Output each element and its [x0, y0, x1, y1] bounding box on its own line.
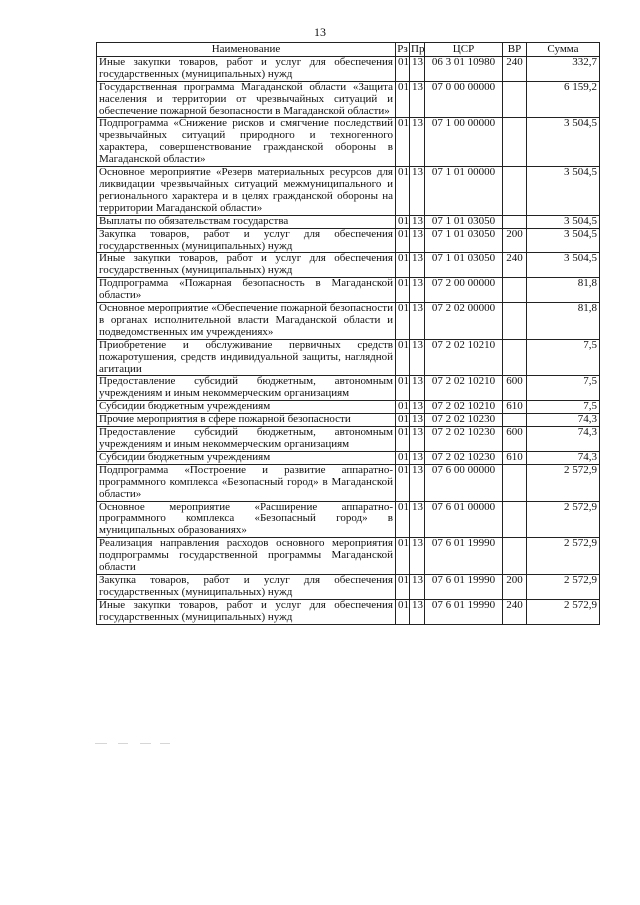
row-vr-cell	[503, 414, 527, 427]
table-row	[97, 376, 600, 401]
row-vr-cell: 200	[503, 574, 527, 599]
row-sum-cell: 3 504,5	[527, 228, 600, 253]
row-csr-cell: 07 2 02 00000	[425, 303, 503, 340]
page-number: 13	[314, 25, 326, 39]
table-row	[97, 81, 600, 118]
row-csr-cell: 07 6 01 19990	[425, 599, 503, 624]
row-name-cell: Основное мероприятие «Резерв материальных ресурсов для ликвидации чрезвычайных ситуаций межмуниципального и регионального характера и в целях гражданской обороны на территории Магаданской области»	[97, 167, 396, 216]
row-sum-cell: 332,7	[527, 56, 600, 81]
row-vr-cell: 610	[503, 451, 527, 464]
row-name-cell: Выплаты по обязательствам государства	[97, 215, 396, 228]
header-name: Наименование	[97, 43, 396, 57]
row-csr-cell: 07 6 01 19990	[425, 574, 503, 599]
row-csr-cell: 07 1 01 03050	[425, 253, 503, 278]
row-vr-cell	[503, 339, 527, 376]
row-name-cell: Закупка товаров, работ и услуг для обеспечения государственных (муниципальных) нужд	[97, 228, 396, 253]
row-vr-cell	[503, 538, 527, 575]
row-name-cell: Субсидии бюджетным учреждениям	[97, 451, 396, 464]
row-csr-cell: 07 2 02 10230	[425, 414, 503, 427]
row-sum-cell: 2 572,9	[527, 538, 600, 575]
header-row	[97, 43, 600, 57]
row-sum-cell: 3 504,5	[527, 253, 600, 278]
row-csr-cell: 07 2 02 10230	[425, 427, 503, 452]
row-vr-cell: 600	[503, 376, 527, 401]
table-row	[97, 427, 600, 452]
row-vr-cell	[503, 464, 527, 501]
row-rz-cell: 01	[396, 228, 410, 253]
row-pr-cell: 13	[410, 339, 425, 376]
row-name-cell: Реализация направления расходов основного мероприятия подпрограммы государственной программы Магаданской области	[97, 538, 396, 575]
row-vr-cell	[503, 303, 527, 340]
row-sum-cell: 3 504,5	[527, 215, 600, 228]
scan-mark	[140, 743, 151, 744]
table-row	[97, 228, 600, 253]
row-pr-cell: 13	[410, 228, 425, 253]
budget-table	[96, 42, 600, 625]
row-sum-cell: 2 572,9	[527, 599, 600, 624]
row-pr-cell: 13	[410, 278, 425, 303]
table-row	[97, 118, 600, 167]
row-sum-cell: 74,3	[527, 414, 600, 427]
table-header	[97, 43, 600, 57]
row-vr-cell: 600	[503, 427, 527, 452]
row-pr-cell: 13	[410, 253, 425, 278]
row-rz-cell: 01	[396, 427, 410, 452]
row-rz-cell: 01	[396, 376, 410, 401]
row-pr-cell: 13	[410, 376, 425, 401]
row-csr-cell: 07 2 02 10210	[425, 339, 503, 376]
row-sum-cell: 2 572,9	[527, 574, 600, 599]
row-name-cell: Подпрограмма «Снижение рисков и смягчение последствий чрезвычайных ситуаций природного и техногенного характера, совершенствование гражданской обороны в Магаданской области»	[97, 118, 396, 167]
row-vr-cell	[503, 167, 527, 216]
header-pr: Пр	[411, 43, 425, 55]
row-name-cell: Основное мероприятие «Расширение аппаратно-программного комплекса «Безопасный город» в муниципальных образованиях»	[97, 501, 396, 538]
row-csr-cell: 07 1 01 03050	[425, 228, 503, 253]
header-csr: ЦСР	[425, 43, 503, 57]
row-vr-cell: 240	[503, 253, 527, 278]
row-rz-cell: 01	[396, 464, 410, 501]
row-csr-cell: 07 6 01 00000	[425, 501, 503, 538]
table-row	[97, 464, 600, 501]
table-row	[97, 215, 600, 228]
header-vr: ВР	[503, 43, 527, 57]
table-row	[97, 574, 600, 599]
row-pr-cell: 13	[410, 215, 425, 228]
row-name-cell: Иные закупки товаров, работ и услуг для обеспечения государственных (муниципальных) нужд	[97, 56, 396, 81]
row-csr-cell: 07 6 01 19990	[425, 538, 503, 575]
row-name-cell: Предоставление субсидий бюджетным, автономным учреждениям и иным некоммерческим организациям	[97, 376, 396, 401]
row-rz-cell: 01	[396, 278, 410, 303]
row-rz-cell: 01	[396, 538, 410, 575]
row-vr-cell: 240	[503, 56, 527, 81]
row-csr-cell: 07 1 01 03050	[425, 215, 503, 228]
row-csr-cell: 07 2 00 00000	[425, 278, 503, 303]
table-row	[97, 401, 600, 414]
row-pr-cell: 13	[410, 538, 425, 575]
row-pr-cell: 13	[410, 427, 425, 452]
header-sum: Сумма	[527, 43, 600, 57]
row-vr-cell	[503, 278, 527, 303]
row-rz-cell: 01	[396, 501, 410, 538]
row-pr-cell: 13	[410, 451, 425, 464]
table-row	[97, 303, 600, 340]
scan-mark	[160, 743, 170, 744]
table-row	[97, 414, 600, 427]
row-pr-cell: 13	[410, 401, 425, 414]
scan-mark	[118, 743, 128, 744]
row-rz-cell: 01	[396, 167, 410, 216]
row-sum-cell: 2 572,9	[527, 501, 600, 538]
row-rz-cell: 01	[396, 215, 410, 228]
row-name-cell: Приобретение и обслуживание первичных средств пожаротушения, средств индивидуальной защиты, наглядной агитации	[97, 339, 396, 376]
row-rz-cell: 01	[396, 56, 410, 81]
row-csr-cell: 07 1 00 00000	[425, 118, 503, 167]
row-sum-cell: 81,8	[527, 278, 600, 303]
row-csr-cell: 07 2 02 10210	[425, 376, 503, 401]
row-csr-cell: 07 6 00 00000	[425, 464, 503, 501]
row-sum-cell: 81,8	[527, 303, 600, 340]
row-rz-cell: 01	[396, 253, 410, 278]
table-row	[97, 599, 600, 624]
row-sum-cell: 74,3	[527, 427, 600, 452]
row-name-cell: Иные закупки товаров, работ и услуг для обеспечения государственных (муниципальных) нужд	[97, 599, 396, 624]
table-row	[97, 253, 600, 278]
row-vr-cell: 610	[503, 401, 527, 414]
table-row	[97, 339, 600, 376]
table-row	[97, 167, 600, 216]
row-pr-cell: 13	[410, 303, 425, 340]
row-sum-cell: 7,5	[527, 339, 600, 376]
row-pr-cell: 13	[410, 599, 425, 624]
row-rz-cell: 01	[396, 401, 410, 414]
row-name-cell: Предоставление субсидий бюджетным, автономным учреждениям и иным некоммерческим организациям	[97, 427, 396, 452]
row-name-cell: Государственная программа Магаданской области «Защита населения и территории от чрезвычайных ситуаций и обеспечение пожарной безопасности в Магаданской области»	[97, 81, 396, 118]
row-name-cell: Подпрограмма «Пожарная безопасность в Магаданской области»	[97, 278, 396, 303]
row-sum-cell: 3 504,5	[527, 118, 600, 167]
row-rz-cell: 01	[396, 81, 410, 118]
row-pr-cell: 13	[410, 118, 425, 167]
table-body	[97, 56, 600, 624]
row-vr-cell	[503, 215, 527, 228]
row-csr-cell: 07 2 02 10230	[425, 451, 503, 464]
table-row	[97, 451, 600, 464]
row-rz-cell: 01	[396, 414, 410, 427]
row-csr-cell: 07 1 01 00000	[425, 167, 503, 216]
row-rz-cell: 01	[396, 574, 410, 599]
table-row	[97, 501, 600, 538]
row-sum-cell: 3 504,5	[527, 167, 600, 216]
row-name-cell: Основное мероприятие «Обеспечение пожарной безопасности в органах исполнительной власти Магаданской области и подведомственных им учреждениях»	[97, 303, 396, 340]
table-row	[97, 538, 600, 575]
row-pr-cell: 13	[410, 167, 425, 216]
row-rz-cell: 01	[396, 451, 410, 464]
row-rz-cell: 01	[396, 118, 410, 167]
row-rz-cell: 01	[396, 599, 410, 624]
row-csr-cell: 07 0 00 00000	[425, 81, 503, 118]
row-vr-cell	[503, 501, 527, 538]
row-pr-cell: 13	[410, 574, 425, 599]
row-name-cell: Иные закупки товаров, работ и услуг для обеспечения государственных (муниципальных) нужд	[97, 253, 396, 278]
row-vr-cell	[503, 81, 527, 118]
row-name-cell: Прочие мероприятия в сфере пожарной безопасности	[97, 414, 396, 427]
table-row	[97, 56, 600, 81]
row-name-cell: Закупка товаров, работ и услуг для обеспечения государственных (муниципальных) нужд	[97, 574, 396, 599]
row-sum-cell: 2 572,9	[527, 464, 600, 501]
row-name-cell: Подпрограмма «Построение и развитие аппаратно-программного комплекса «Безопасный город» в Магаданской области»	[97, 464, 396, 501]
row-csr-cell: 07 2 02 10210	[425, 401, 503, 414]
row-sum-cell: 7,5	[527, 401, 600, 414]
row-vr-cell	[503, 118, 527, 167]
row-sum-cell: 6 159,2	[527, 81, 600, 118]
row-pr-cell: 13	[410, 56, 425, 81]
row-csr-cell: 06 3 01 10980	[425, 56, 503, 81]
row-sum-cell: 7,5	[527, 376, 600, 401]
row-pr-cell: 13	[410, 414, 425, 427]
scan-mark	[95, 743, 107, 744]
row-rz-cell: 01	[396, 339, 410, 376]
row-rz-cell: 01	[396, 303, 410, 340]
row-vr-cell: 240	[503, 599, 527, 624]
header-rz: Рз	[397, 43, 408, 55]
row-pr-cell: 13	[410, 464, 425, 501]
row-pr-cell: 13	[410, 501, 425, 538]
table-row	[97, 278, 600, 303]
row-vr-cell: 200	[503, 228, 527, 253]
row-sum-cell: 74,3	[527, 451, 600, 464]
row-pr-cell: 13	[410, 81, 425, 118]
row-name-cell: Субсидии бюджетным учреждениям	[97, 401, 396, 414]
